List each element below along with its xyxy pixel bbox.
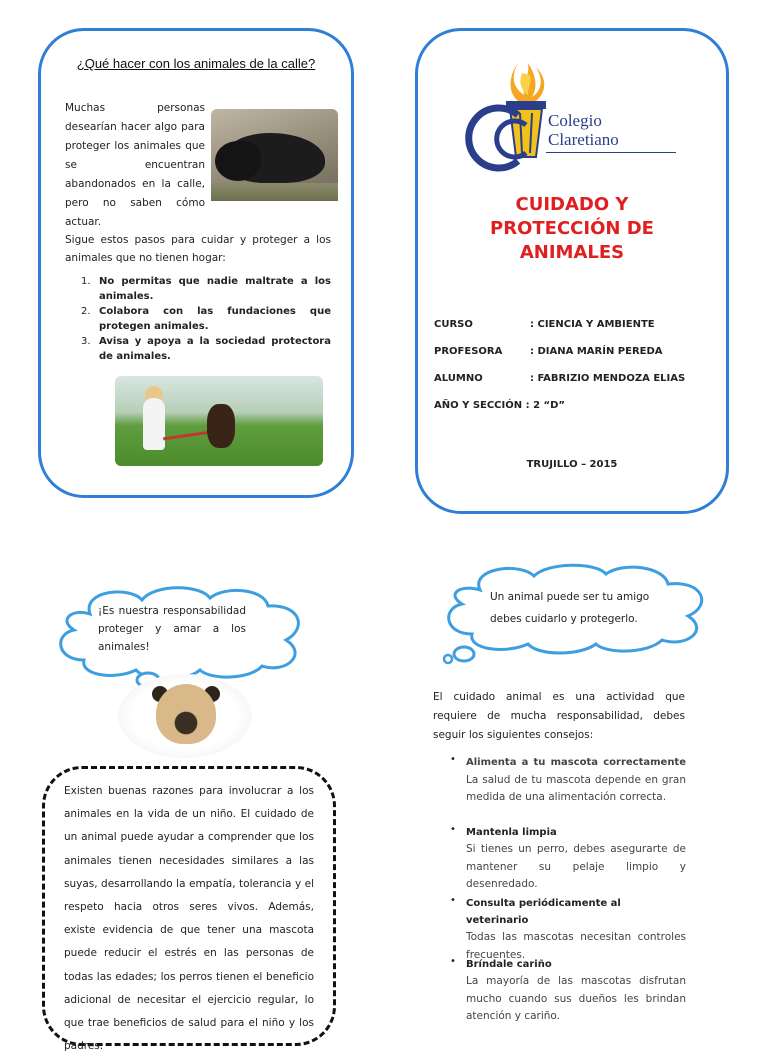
curso-label: CURSO: [434, 319, 473, 330]
tip-title: Mantenla limpia: [466, 827, 557, 838]
left-panel: [38, 28, 354, 498]
tip-body: La mayoría de las mascotas disfrutan mucho cuando sus dueños les brindan atención y cariño.: [466, 975, 686, 1022]
tips-list: [448, 754, 686, 1026]
steps-list: [81, 274, 331, 364]
pug-photo: [118, 674, 252, 758]
bullet-icon: •: [450, 895, 456, 906]
tip-title: Consulta periódicamente al veterinario: [466, 898, 621, 926]
main-title: CUIDADO Y PROTECCIÓN DE ANIMALES: [490, 194, 654, 263]
care-intro-text: El cuidado animal es una actividad que requiere de mucha responsabilidad, debes seguir los siguientes consejos:: [433, 691, 685, 741]
left-panel-title: ¿Qué hacer con los animales de la calle?: [76, 56, 316, 71]
curso-value: : CIENCIA Y AMBIENTE: [530, 319, 655, 330]
right-panel: [415, 28, 729, 514]
cloud-left-text: ¡Es nuestra responsabilidad proteger y amar a los animales!: [98, 605, 246, 653]
tip-item: [448, 956, 686, 1026]
bullet-icon: •: [450, 824, 456, 835]
tip-body: Si tienes un perro, debes asegurarte de mantener su pelaje limpio y desenredado.: [466, 843, 686, 890]
logo-divider: [546, 152, 676, 153]
anio-seccion: AÑO Y SECCIÓN : 2 “D”: [434, 400, 565, 411]
steps-intro-text: Sigue estos pasos para cuidar y proteger a los animales que no tienen hogar:: [65, 234, 331, 264]
left-intro-text: Muchas personas desearían hacer algo para proteger los animales que se encuentran abandonados en la calle, pero no saben cómo actuar.: [65, 102, 205, 228]
bullet-icon: •: [450, 754, 456, 765]
alumno-label: ALUMNO: [434, 373, 483, 384]
step-item: 3. Avisa y apoya a la sociedad protectora de animales.: [81, 336, 331, 362]
student-info: [434, 319, 724, 427]
tip-item: [448, 754, 686, 824]
profesora-value: : DIANA MARÍN PEREDA: [530, 346, 663, 357]
city-year: TRUJILLO – 2015: [526, 459, 618, 470]
bullet-icon: •: [450, 956, 456, 967]
alumno-value: : FABRIZIO MENDOZA ELIAS: [530, 373, 686, 384]
girl-dog-photo: [115, 376, 323, 466]
tip-title: Alimenta a tu mascota correctamente: [466, 757, 686, 768]
tip-body: La salud de tu mascota depende en gran medida de una alimentación correcta.: [466, 773, 686, 803]
step-item: 2. Colabora con las fundaciones que protegen animales.: [81, 306, 331, 332]
dog-photo: [211, 109, 338, 201]
tip-item: [448, 824, 686, 895]
tip-title: Bríndale cariño: [466, 959, 552, 970]
tip-body: Todas las mascotas necesitan controles frecuentes.: [466, 931, 686, 961]
tip-item: [448, 895, 686, 961]
profesora-label: PROFESORA: [434, 346, 503, 357]
dashed-box-text: Existen buenas razones para involucrar a los animales en la vida de un niño. El cuidado de un animal puede ayudar a comprender que los animales tienen necesidades similares a las suyas, desarrollando la empatía, tolerancia y el respeto hacia otros seres vivos. Además, existe evidencia de que tener una mascota puede reducir el estrés en las personas de todas las edades; los perros tienen el beneficio adicional de necesitar el ejercicio regular, lo que trae beneficios de salud para el niño y los padres.: [64, 785, 314, 1053]
step-item: 1. No permitas que nadie maltrate a los animales.: [81, 276, 331, 302]
school-name: Colegio Claretiano: [548, 111, 619, 149]
cloud-right-text: Un animal puede ser tu amigo debes cuidarlo y protegerlo.: [490, 591, 650, 625]
